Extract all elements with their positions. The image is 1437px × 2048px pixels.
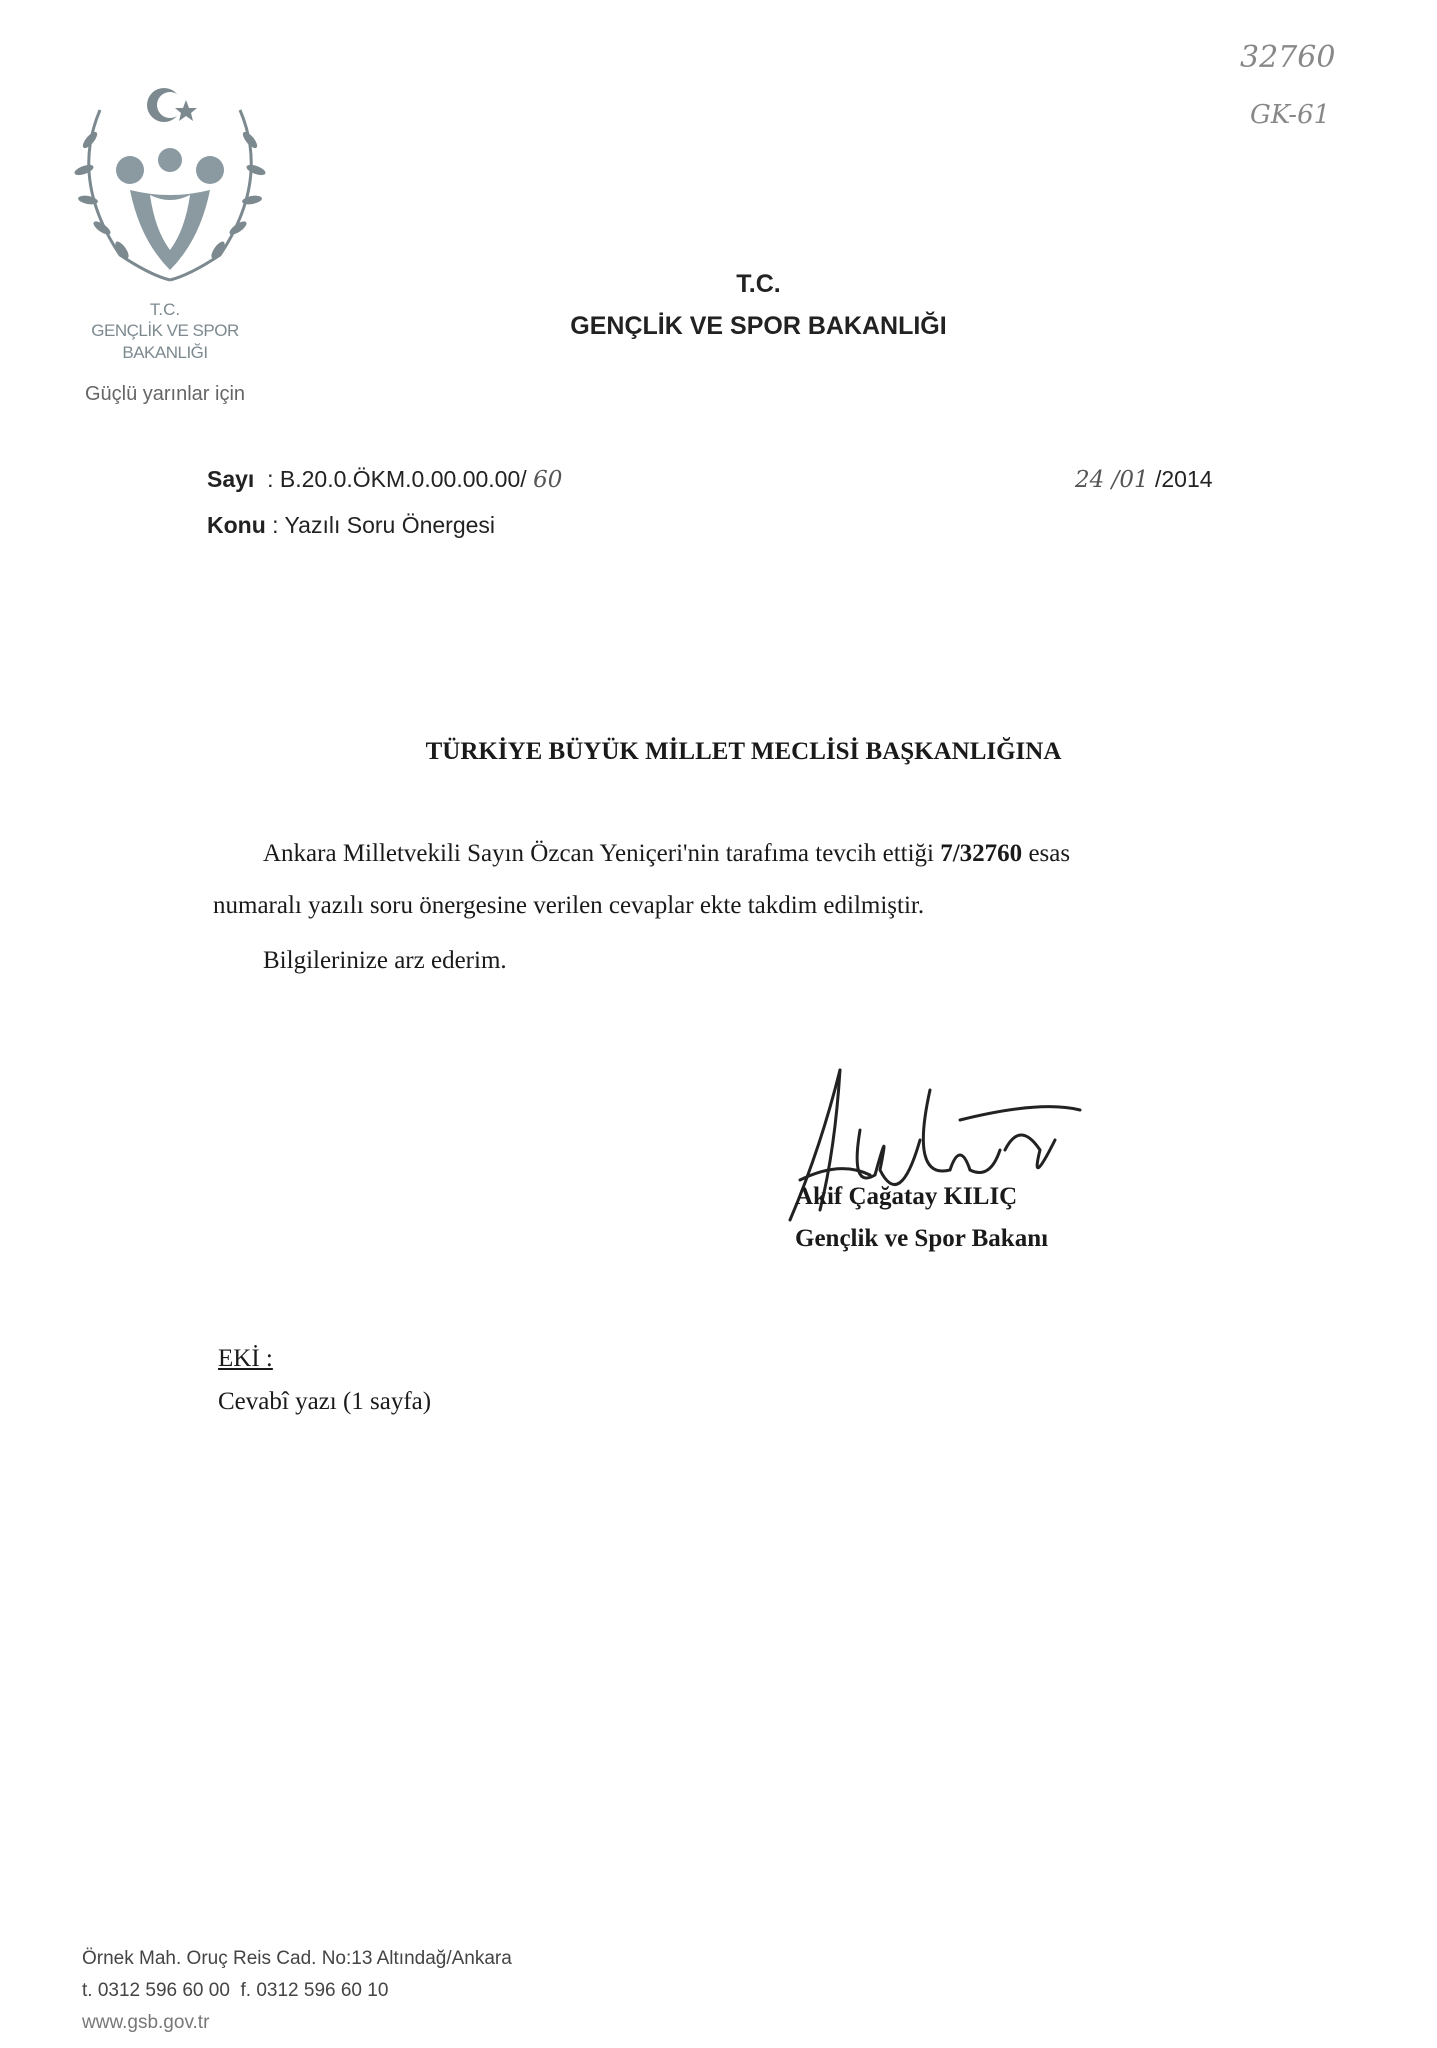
logo-line2: BAKANLIĞI xyxy=(122,343,208,362)
paragraph-1-line-1 xyxy=(263,840,1070,868)
phone-number: 0312 596 60 00 xyxy=(97,1980,230,2001)
para1-start: Ankara Milletvekili Sayın Özcan Yeniçeri'nin tarafıma tevcih ettiği xyxy=(263,840,941,867)
attachment-item: Cevabî yazı (1 sayfa) xyxy=(218,1388,432,1415)
attachments-label: EKİ : xyxy=(218,1345,273,1372)
corner-note-number: 32760 xyxy=(1240,40,1336,75)
fax-number: 0312 596 60 10 xyxy=(256,1980,389,2001)
sayi-label: Sayı xyxy=(207,466,255,492)
fax-prefix: f. xyxy=(240,1980,252,2001)
footer-address: Örnek Mah. Oruç Reis Cad. No:13 Altındağ/Ankara xyxy=(82,1948,512,1969)
sayi-value: : B.20.0.ÖKM.0.00.00.00/ xyxy=(267,466,527,492)
ministry-logo-emblem xyxy=(60,70,280,300)
date xyxy=(1075,466,1213,493)
konu-value: : Yazılı Soru Önergesi xyxy=(272,512,496,538)
paragraph-1-line-2: numaralı yazılı soru önergesine verilen cevaplar ekte takdim edilmiştir. xyxy=(213,892,925,919)
header-ministry: GENÇLİK VE SPOR BAKANLIĞI xyxy=(570,312,947,340)
footer-website[interactable]: www.gsb.gov.tr xyxy=(82,2012,210,2033)
para1-end: esas xyxy=(1022,840,1071,867)
date-year: /2014 xyxy=(1154,466,1213,492)
date-handwritten: 24 /01 xyxy=(1075,467,1149,493)
recipient-title: TÜRKİYE BÜYÜK MİLLET MECLİSİ BAŞKANLIĞINA xyxy=(425,738,1062,765)
phone-prefix: t. xyxy=(82,1980,93,2001)
header-tc: T.C. xyxy=(736,270,781,298)
konu-line xyxy=(207,512,495,539)
paragraph-2: Bilgilerinize arz ederim. xyxy=(263,947,507,974)
konu-label: Konu xyxy=(207,512,266,538)
logo-tc: T.C. xyxy=(149,300,181,319)
sayi-line xyxy=(207,466,562,493)
corner-note-code: GK-61 xyxy=(1250,100,1331,130)
sayi-handwritten: 60 xyxy=(533,467,563,493)
logo-line1: GENÇLİK VE SPOR xyxy=(91,321,239,340)
logo-motto: Güçlü yarınlar için xyxy=(84,383,246,405)
signatory-title: Gençlik ve Spor Bakanı xyxy=(795,1225,1049,1252)
question-number: 7/32760 xyxy=(940,840,1023,867)
footer-contact xyxy=(82,1980,388,2002)
signatory-name: Akif Çağatay KILIÇ xyxy=(795,1183,1018,1210)
